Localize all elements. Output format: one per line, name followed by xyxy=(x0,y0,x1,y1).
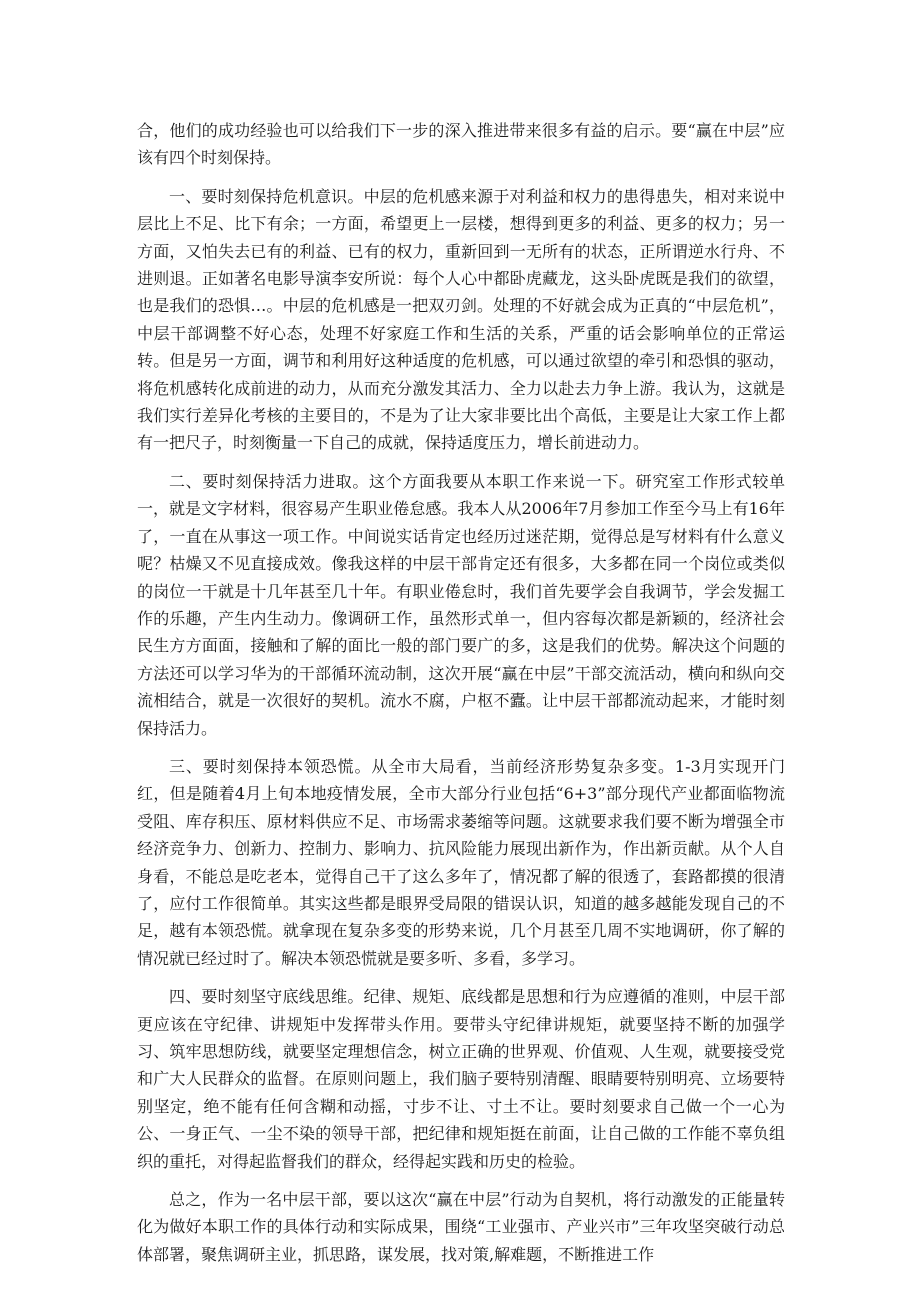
paragraph-skill-panic: 三、要时刻保持本领恐慌。从全市大局看，当前经济形势复杂多变。1-3月实现开门红，但是随着4月上旬本地疫情发展，全市大部分行业包括“6+3”部分现代产业都面临物流受阻、库存积压、原材料供应不足、市场需求萎缩等问题。这就要求我们要不断为增强全市经济竞争力、创新力、控制力、影响力、抗风险能力展现出新作为，作出新贡献。从个人自身看，不能总是吃老本，觉得自己干了这么多年了，情况都了解的很透了，套路都摸的很清了，应付工作很简单。其实这些都是眼界受局限的错误认识，知道的越多越能发现自己的不足，越有本领恐慌。就拿现在复杂多变的形势来说，几个月甚至几周不实地调研，你了解的情况就已经过时了。解决本领恐慌就是要多听、多看，多学习。 xyxy=(137,756,785,968)
paragraph-crisis-awareness: 一、要时刻保持危机意识。中层的危机感来源于对利益和权力的患得患失，相对来说中层比上不足、比下有余；一方面，希望更上一层楼，想得到更多的利益、更多的权力；另一方面，又怕失去已有的利益、已有的权力，重新回到一无所有的状态，正所谓逆水行舟、不进则退。正如著名电影导演李安所说：每个人心中都卧虎藏龙，这头卧虎既是我们的欲望，也是我们的恐惧…。中层的危机感是一把双刃剑。处理的不好就会成为正真的“中层危机”，中层干部调整不好心态，处理不好家庭工作和生活的关系，严重的话会影响单位的正常运转。但是另一方面，调节和利用好这种适度的危机感，可以通过欲望的牵引和恐惧的驱动，将危机感转化成前进的动力，从而充分激发其活力、全力以赴去力争上游。我认为，这就是我们实行差异化考核的主要目的，不是为了让大家非要比出个高低，主要是让大家工作上都有一把尺子，时刻衡量一下自己的成就，保持适度压力，增长前进动力。 xyxy=(137,186,785,453)
paragraph-vitality: 二、要时刻保持活力进取。这个方面我要从本职工作来说一下。研究室工作形式较单一，就是文字材料，很容易产生职业倦怠感。我本人从2006年7月参加工作至今马上有16年了，一直在从事这一项工作。中间说实话肯定也经历过迷茫期，觉得总是写材料有什么意义呢？枯燥又不见直接成效。像我这样的中层干部肯定还有很多，大多都在同一个岗位或类似的岗位一干就是十几年甚至几十年。有职业倦怠时，我们首先要学会自我调节，学会发掘工作的乐趣，产生内生动力。像调研工作，虽然形式单一，但内容每次都是新颖的，经济社会民生方方面面，接触和了解的面比一般的部门要广的多，这是我们的优势。解决这个问题的方法还可以学习华为的干部循环流动制，这次开展“赢在中层”干部交流活动，横向和纵向交流相结合，就是一次很好的契机。流水不腐，户枢不蠹。让中层干部都流动起来，才能时刻保持活力。 xyxy=(137,471,785,738)
document-page xyxy=(137,117,785,1279)
paragraph-intro: 合，他们的成功经验也可以给我们下一步的深入推进带来很多有益的启示。要“赢在中层”应该有四个时刻保持。 xyxy=(137,121,785,168)
paragraph-conclusion: 总之，作为一名中层干部，要以这次“赢在中层”行动为自契机，将行动激发的正能量转化为做好本职工作的具体行动和实际成果，围绕“工业强市、产业兴市”三年攻坚突破行动总体部署，聚焦调研主业，抓思路，谋发展，找对策,解难题，不断推进工作 xyxy=(137,1190,785,1264)
paragraph-bottom-line: 四、要时刻坚守底线思维。纪律、规矩、底线都是思想和行为应遵循的准则，中层干部更应该在守纪律、讲规矩中发挥带头作用。要带头守纪律讲规矩，就要坚持不断的加强学习、筑牢思想防线，就要坚定理想信念，树立正确的世界观、价值观、人生观，就要接受党和广大人民群众的监督。在原则问题上，我们脑子要特别清醒、眼睛要特别明亮、立场要特别坚定，绝不能有任何含糊和动摇，寸步不让、寸土不让。要时刻要求自己做一个一心为公、一身正气、一尘不染的领导干部，把纪律和规矩挺在前面，让自己做的工作能不辜负组织的重托，对得起监督我们的群众，经得起实践和历史的检验。 xyxy=(137,987,785,1171)
